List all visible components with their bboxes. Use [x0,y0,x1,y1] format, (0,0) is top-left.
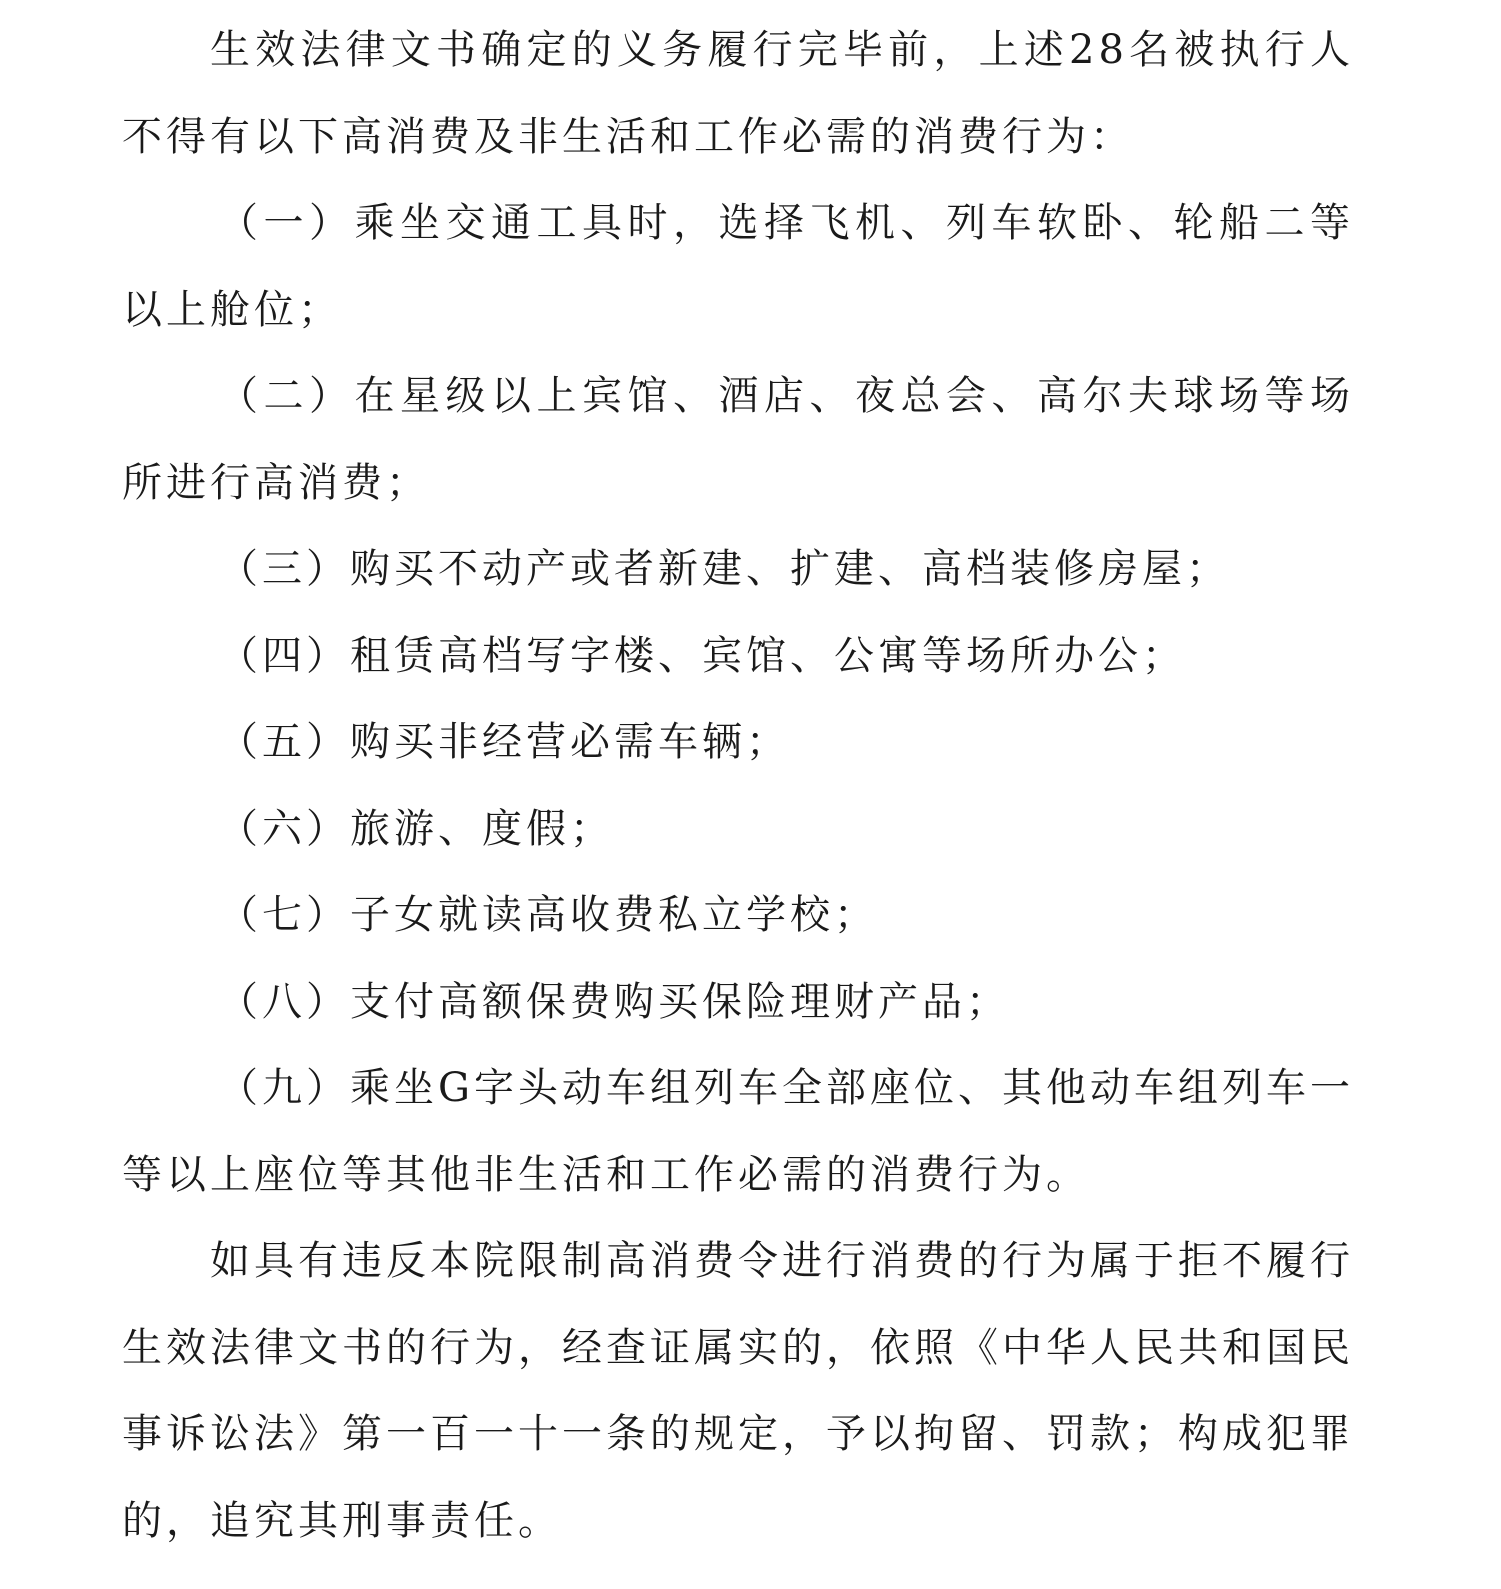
restriction-item-6: （六）旅游、度假； [218,805,614,852]
restriction-item-9: （九）乘坐G字头动车组列车全部座位、其他动车组列车一等以上座位等其他非生活和工作必需的消费行为。 [122,1065,1354,1198]
restriction-item-7: （七）子女就读高收费私立学校； [218,892,878,938]
restriction-item-8: （八）支付高额保费购买保险理财产品； [218,978,1010,1025]
intro-paragraph: 生效法律文书确定的义务履行完毕前，上述28名被执行人不得有以下高消费及非生活和工作必需的消费行为： [122,27,1354,160]
restriction-item-2: （二）在星级以上宾馆、酒店、夜总会、高尔夫球场等场所进行高消费； [122,373,1354,506]
penalty-paragraph: 如具有违反本院限制高消费令进行消费的行为属于拒不履行生效法律文书的行为，经查证属实的，依照《中华人民共和国民事诉讼法》第一百一十一条的规定，予以拘留、罚款；构成犯罪的，追究其刑事责任。 [122,1238,1354,1544]
restriction-item-3: （三）购买不动产或者新建、扩建、高档装修房屋； [218,546,1230,592]
restriction-item-1: （一）乘坐交通工具时，选择飞机、列车软卧、轮船二等以上舱位； [122,200,1354,333]
restriction-item-5: （五）购买非经营必需车辆； [218,719,790,765]
restriction-item-4: （四）租赁高档写字楼、宾馆、公寓等场所办公； [218,632,1186,679]
document-body [122,7,1354,1564]
